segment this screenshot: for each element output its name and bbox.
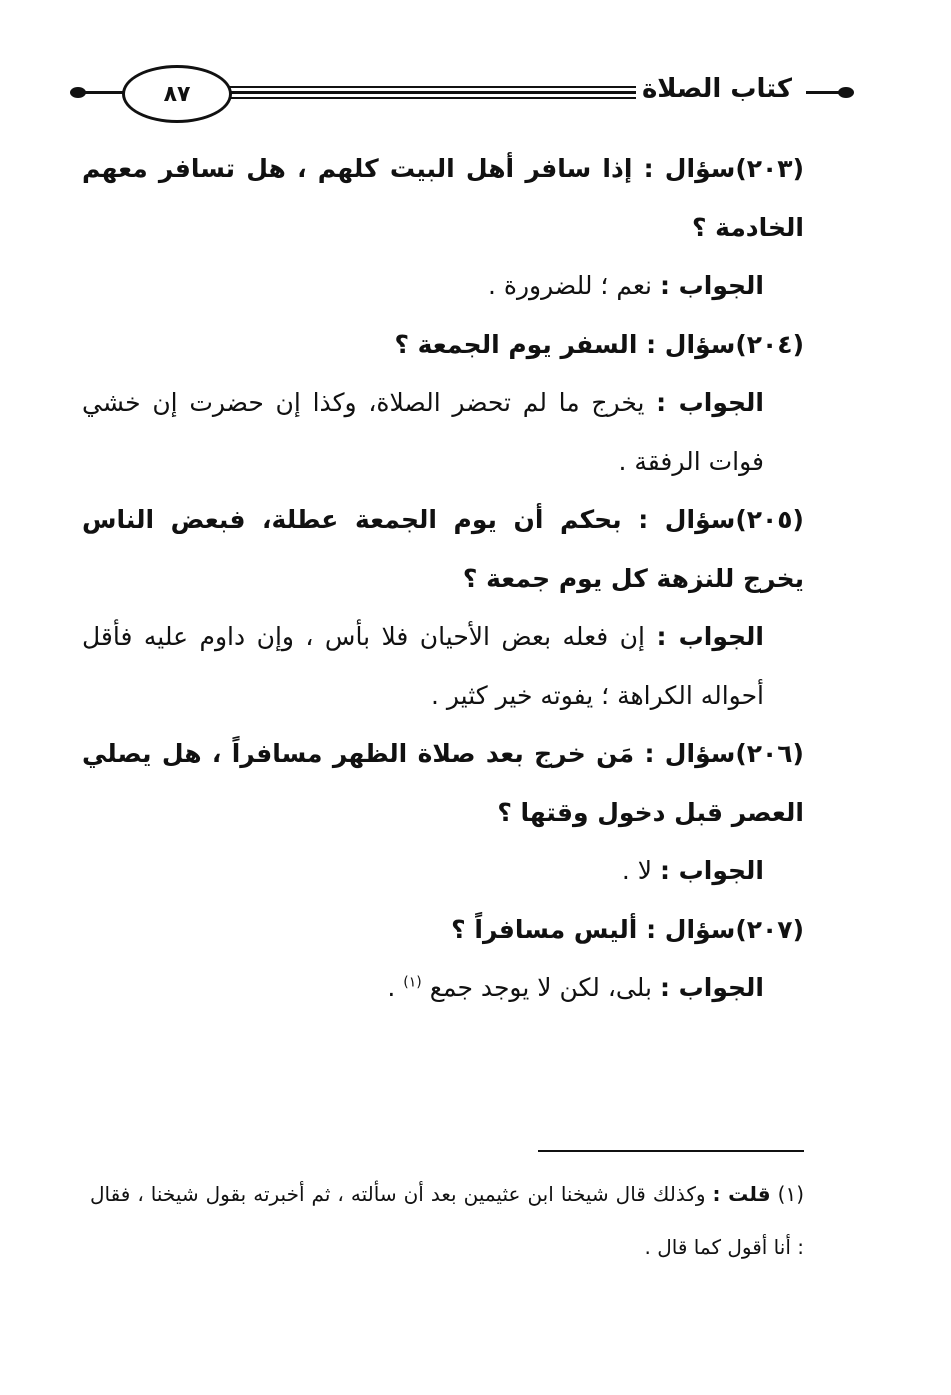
question-number: (٢٠٤) bbox=[735, 329, 804, 359]
question-205 bbox=[82, 491, 804, 608]
footnote-text: وكذلك قال شيخنا ابن عثيمين بعد أن سألته ، ثم أخبرته بقول شيخنا ، فقال : أنا أقول كما قال . bbox=[90, 1182, 804, 1259]
answer-205 bbox=[82, 608, 804, 725]
question-204 bbox=[82, 316, 804, 375]
header-rule-middle bbox=[222, 91, 636, 94]
answer-label: الجواب : bbox=[659, 973, 764, 1002]
answer-text: إن فعله بعض الأحيان فلا بأس ، وإن داوم عليه فأقل أحواله الكراهة ؛ يفوته خير كثير . bbox=[82, 622, 764, 710]
question-text: أليس مسافراً ؟ bbox=[451, 914, 638, 944]
question-prefix: سؤال : bbox=[646, 914, 736, 944]
page-header bbox=[70, 62, 854, 124]
question-prefix: سؤال : bbox=[638, 505, 736, 534]
question-203 bbox=[82, 140, 804, 257]
answer-label: الجواب : bbox=[659, 856, 764, 885]
answer-label: الجواب : bbox=[656, 388, 764, 417]
book-title: كتاب الصلاة bbox=[641, 74, 792, 104]
answer-end-punctuation: . bbox=[387, 973, 396, 1002]
answer-text: لا . bbox=[621, 856, 652, 885]
question-number: (٢٠٥) bbox=[735, 505, 804, 534]
answer-203 bbox=[82, 257, 804, 316]
header-rule-left bbox=[82, 91, 126, 94]
header-rule-end-right bbox=[838, 87, 854, 98]
footnote-label: قلت : bbox=[712, 1182, 771, 1206]
question-206 bbox=[82, 725, 804, 842]
question-text: مَن خرج بعد صلاة الظهر مسافراً ، هل يصلي العصر قبل دخول وقتها ؟ bbox=[82, 739, 804, 827]
answer-206 bbox=[82, 842, 804, 901]
answer-label: الجواب : bbox=[656, 622, 765, 651]
question-prefix: سؤال : bbox=[646, 329, 736, 359]
footnote-reference[interactable]: (١) bbox=[403, 974, 422, 991]
header-rule-middle-bottom bbox=[222, 97, 636, 99]
question-text: السفر يوم الجمعة ؟ bbox=[394, 329, 638, 359]
question-number: (٢٠٣) bbox=[735, 154, 804, 183]
answer-207 bbox=[82, 959, 804, 1018]
page-content bbox=[82, 140, 804, 1018]
footnote bbox=[90, 1168, 804, 1274]
question-text: بحكم أن يوم الجمعة عطلة، فبعض الناس يخرج للنزهة كل يوم جمعة ؟ bbox=[82, 505, 804, 593]
answer-label: الجواب : bbox=[659, 271, 764, 300]
question-text: إذا سافر أهل البيت كلهم ، هل تسافر معهم الخادمة ؟ bbox=[82, 154, 804, 242]
header-rule-middle-top bbox=[222, 86, 636, 88]
page-number: ٨٧ bbox=[122, 65, 232, 123]
footnote-number: (١) bbox=[777, 1182, 805, 1206]
answer-text: نعم ؛ للضرورة . bbox=[487, 271, 652, 300]
question-number: (٢٠٦) bbox=[735, 739, 804, 768]
footnote-separator bbox=[538, 1150, 804, 1152]
answer-text: يخرج ما لم تحضر الصلاة، وكذا إن حضرت إن خشي فوات الرفقة . bbox=[82, 388, 764, 476]
answer-text: بلى، لكن لا يوجد جمع bbox=[429, 973, 652, 1002]
question-number: (٢٠٧) bbox=[735, 914, 804, 944]
question-207 bbox=[82, 901, 804, 960]
question-prefix: سؤال : bbox=[644, 739, 736, 768]
question-prefix: سؤال : bbox=[643, 154, 736, 183]
answer-204 bbox=[82, 374, 804, 491]
